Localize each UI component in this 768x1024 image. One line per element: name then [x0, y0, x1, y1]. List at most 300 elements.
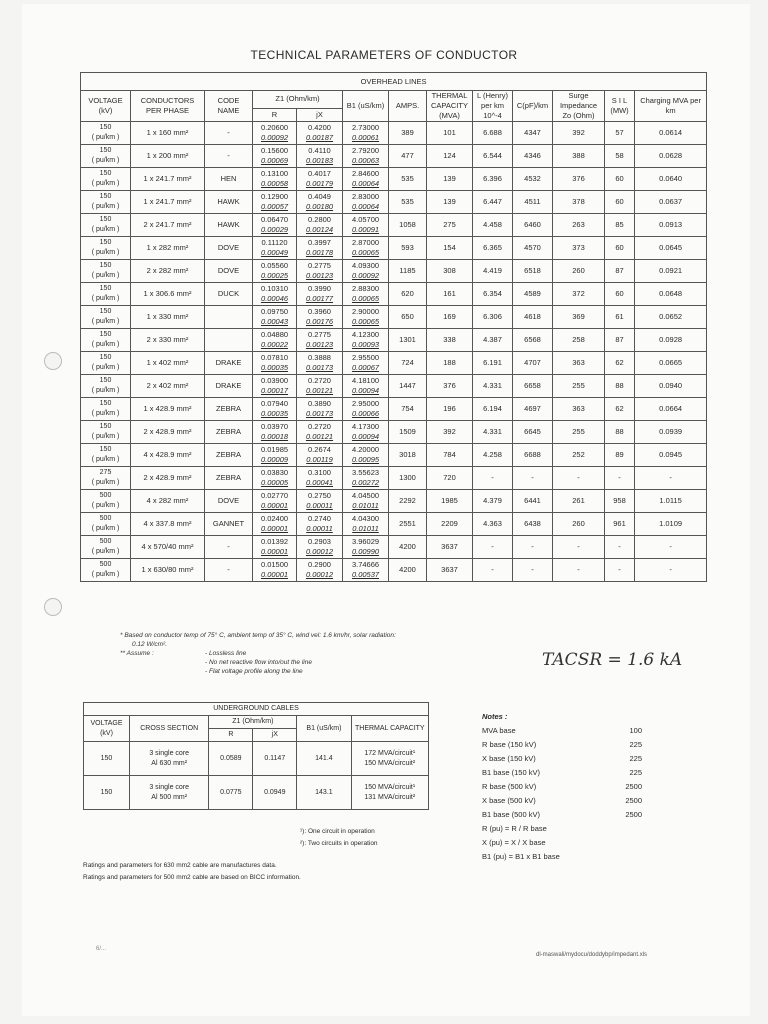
amps-cell: 1301 [389, 329, 427, 352]
jx-cell: 0.3997 0.00178 [297, 237, 343, 260]
r-cell: 0.09750 0.00043 [253, 306, 297, 329]
overhead-lines-table [80, 72, 707, 582]
table-row [84, 742, 429, 776]
code-cell: - [205, 559, 253, 582]
voltage-cell: 150 ( pu/km ) [81, 352, 131, 375]
footnote-conditions: * Based on conductor temp of 75° C, ambient temp of 35° C, wind vel: 1.6 km/hr, solar radiation: [120, 632, 396, 639]
table-row [81, 283, 707, 306]
ug-r-cell: 0.0589 [209, 742, 253, 776]
surge-cell: 255 [553, 375, 605, 398]
surge-cell: 363 [553, 398, 605, 421]
conductor-cell: 2 x 428.9 mm² [131, 467, 205, 490]
thermal-cell: 154 [427, 237, 473, 260]
note-item [482, 726, 642, 740]
jx-cell: 0.2740 0.00011 [297, 513, 343, 536]
voltage-cell: 150 ( pu/km ) [81, 260, 131, 283]
voltage-cell: 500 ( pu/km ) [81, 536, 131, 559]
conductor-cell: 1 x 241.7 mm² [131, 191, 205, 214]
thermal-cell: 308 [427, 260, 473, 283]
col-sil: S I L (MW) [605, 91, 635, 122]
note-label: B1 base (150 kV) [482, 768, 540, 777]
conductor-cell: 1 x 402 mm² [131, 352, 205, 375]
amps-cell: 1447 [389, 375, 427, 398]
charging-cell: 1.0115 [635, 490, 707, 513]
charging-cell: 0.0637 [635, 191, 707, 214]
note-item [482, 740, 642, 754]
code-cell: ZEBRA [205, 398, 253, 421]
surge-cell: 369 [553, 306, 605, 329]
thermal-cell: 3637 [427, 536, 473, 559]
c-cell: 6568 [513, 329, 553, 352]
l-cell: 4.331 [473, 421, 513, 444]
amps-cell: 2551 [389, 513, 427, 536]
r-cell: 0.20600 0.00092 [253, 122, 297, 145]
surge-cell: 378 [553, 191, 605, 214]
b1-cell: 2.90000 0.00065 [343, 306, 389, 329]
ug-col-r: R [209, 729, 253, 742]
code-cell: ZEBRA [205, 421, 253, 444]
c-cell: 6438 [513, 513, 553, 536]
ug-col-thermal: THERMAL CAPACITY [351, 716, 428, 742]
table-row [84, 776, 429, 810]
voltage-cell: 150 ( pu/km ) [81, 283, 131, 306]
col-amps: AMPS. [389, 91, 427, 122]
sil-cell: 958 [605, 490, 635, 513]
voltage-cell: 150 ( pu/km ) [81, 375, 131, 398]
ug-b1-cell: 141.4 [297, 742, 351, 776]
amps-cell: 389 [389, 122, 427, 145]
jx-cell: 0.3890 0.00173 [297, 398, 343, 421]
thermal-cell: 3637 [427, 559, 473, 582]
amps-cell: 535 [389, 168, 427, 191]
voltage-cell: 150 ( pu/km ) [81, 145, 131, 168]
sil-cell: 88 [605, 421, 635, 444]
ratings-note-2: Ratings and parameters for 500 mm2 cable are based on BICC information. [83, 874, 301, 881]
r-cell: 0.07810 0.00035 [253, 352, 297, 375]
underground-section-title: UNDERGROUND CABLES [84, 703, 429, 716]
thermal-cell: 124 [427, 145, 473, 168]
voltage-cell: 150 ( pu/km ) [81, 191, 131, 214]
amps-cell: 1300 [389, 467, 427, 490]
c-cell: 4707 [513, 352, 553, 375]
jx-cell: 0.4049 0.00180 [297, 191, 343, 214]
amps-cell: 3018 [389, 444, 427, 467]
code-cell: GANNET [205, 513, 253, 536]
jx-cell: 0.2750 0.00011 [297, 490, 343, 513]
sil-cell: 62 [605, 352, 635, 375]
charging-cell: 0.0921 [635, 260, 707, 283]
r-cell: 0.01985 0.00009 [253, 444, 297, 467]
code-cell [205, 306, 253, 329]
b1-cell: 4.12300 0.00093 [343, 329, 389, 352]
notes-title: Notes : [482, 712, 508, 721]
ug-thermal-cell: 150 MVA/circuit¹ 131 MVA/circuit² [351, 776, 428, 810]
jx-cell: 0.4200 0.00187 [297, 122, 343, 145]
jx-cell: 0.2720 0.00121 [297, 421, 343, 444]
amps-cell: 1509 [389, 421, 427, 444]
jx-cell: 0.3100 0.00041 [297, 467, 343, 490]
note-item [482, 754, 642, 768]
notes-panel [482, 712, 642, 866]
assumption-2: - No net reactive flow into/out the line [205, 659, 312, 666]
charging-cell: - [635, 536, 707, 559]
code-cell: DOVE [205, 260, 253, 283]
ug-cross-cell: 3 single core Al 500 mm² [129, 776, 208, 810]
c-cell: 6645 [513, 421, 553, 444]
jx-cell: 0.4110 0.00183 [297, 145, 343, 168]
b1-cell: 4.04500 0.01011 [343, 490, 389, 513]
voltage-cell: 150 ( pu/km ) [81, 329, 131, 352]
code-cell: - [205, 122, 253, 145]
conductor-cell: 2 x 330 mm² [131, 329, 205, 352]
assumption-3: - Flat voltage profile along the line [205, 668, 303, 675]
footnote-solar: 0.12 W/cm². [132, 641, 168, 648]
col-voltage: VOLTAGE (kV) [81, 91, 131, 122]
punch-hole [44, 352, 62, 370]
b1-cell: 3.74666 0.00537 [343, 559, 389, 582]
file-path: dl-maswali/mydocu/doddybp/impedant.xls [536, 952, 648, 958]
b1-cell: 2.84600 0.00064 [343, 168, 389, 191]
l-cell: 6.544 [473, 145, 513, 168]
sil-cell: 60 [605, 283, 635, 306]
table-row [81, 191, 707, 214]
surge-cell: 260 [553, 260, 605, 283]
code-cell: ZEBRA [205, 444, 253, 467]
page-title: TECHNICAL PARAMETERS OF CONDUCTOR [250, 48, 518, 62]
ug-voltage-cell: 150 [84, 776, 130, 810]
col-conductors: CONDUCTORS PER PHASE [131, 91, 205, 122]
ug-col-cross: CROSS SECTION [129, 716, 208, 742]
voltage-cell: 150 ( pu/km ) [81, 237, 131, 260]
thermal-cell: 169 [427, 306, 473, 329]
conductor-cell: 1 x 160 mm² [131, 122, 205, 145]
table-row [81, 122, 707, 145]
r-cell: 0.01500 0.00001 [253, 559, 297, 582]
r-cell: 0.15600 0.00069 [253, 145, 297, 168]
note-item [482, 782, 642, 796]
sil-cell: 60 [605, 191, 635, 214]
c-cell: 6658 [513, 375, 553, 398]
voltage-cell: 150 ( pu/km ) [81, 398, 131, 421]
code-cell: ZEBRA [205, 467, 253, 490]
surge-cell: 376 [553, 168, 605, 191]
b1-cell: 2.73000 0.00061 [343, 122, 389, 145]
l-cell: 4.387 [473, 329, 513, 352]
ug-footnote-1: ¹): One circuit in operation [300, 828, 375, 835]
b1-cell: 2.95000 0.00066 [343, 398, 389, 421]
l-cell: 4.331 [473, 375, 513, 398]
amps-cell: 4200 [389, 536, 427, 559]
l-cell: 4.379 [473, 490, 513, 513]
col-r: R [253, 108, 297, 121]
conductor-cell: 2 x 282 mm² [131, 260, 205, 283]
table-row [81, 375, 707, 398]
jx-cell: 0.2903 0.00012 [297, 536, 343, 559]
col-charging: Charging MVA per km [635, 91, 707, 122]
ug-col-voltage: VOLTAGE (kV) [84, 716, 130, 742]
amps-cell: 754 [389, 398, 427, 421]
charging-cell: 0.0939 [635, 421, 707, 444]
sil-cell: 60 [605, 237, 635, 260]
amps-cell: 650 [389, 306, 427, 329]
b1-cell: 4.18100 0.00094 [343, 375, 389, 398]
conductor-cell: 1 x 241.7 mm² [131, 168, 205, 191]
r-cell: 0.03900 0.00017 [253, 375, 297, 398]
conductor-cell: 1 x 200 mm² [131, 145, 205, 168]
sil-cell: 87 [605, 329, 635, 352]
overhead-section-title: OVERHEAD LINES [81, 73, 707, 91]
b1-cell: 4.17300 0.00094 [343, 421, 389, 444]
surge-cell: 372 [553, 283, 605, 306]
l-cell: 4.258 [473, 444, 513, 467]
amps-cell: 620 [389, 283, 427, 306]
c-cell: 6441 [513, 490, 553, 513]
ratings-note-1: Ratings and parameters for 630 mm2 cable are manufactures data. [83, 862, 277, 869]
b1-cell: 2.88300 0.00065 [343, 283, 389, 306]
amps-cell: 593 [389, 237, 427, 260]
charging-cell: 0.0614 [635, 122, 707, 145]
voltage-cell: 275 ( pu/km ) [81, 467, 131, 490]
c-cell: 4570 [513, 237, 553, 260]
note-item [482, 796, 642, 810]
c-cell: - [513, 559, 553, 582]
code-cell: DOVE [205, 237, 253, 260]
conductor-cell: 1 x 630/80 mm² [131, 559, 205, 582]
voltage-cell: 500 ( pu/km ) [81, 559, 131, 582]
table-row [81, 559, 707, 582]
conductor-cell: 1 x 428.9 mm² [131, 398, 205, 421]
conductor-cell: 1 x 282 mm² [131, 237, 205, 260]
jx-cell: 0.2800 0.00124 [297, 214, 343, 237]
charging-cell: 0.0640 [635, 168, 707, 191]
amps-cell: 724 [389, 352, 427, 375]
table-row [81, 352, 707, 375]
page-number: 6/... [96, 946, 107, 952]
b1-cell: 4.09300 0.00092 [343, 260, 389, 283]
ug-jx-cell: 0.0949 [253, 776, 297, 810]
note-value: 100 [629, 726, 642, 735]
table-row [81, 513, 707, 536]
r-cell: 0.01392 0.00001 [253, 536, 297, 559]
surge-cell: 373 [553, 237, 605, 260]
sil-cell: - [605, 467, 635, 490]
ug-b1-cell: 143.1 [297, 776, 351, 810]
surge-cell: 363 [553, 352, 605, 375]
l-cell: - [473, 559, 513, 582]
surge-cell: 392 [553, 122, 605, 145]
r-cell: 0.02400 0.00001 [253, 513, 297, 536]
sil-cell: 57 [605, 122, 635, 145]
c-cell: 4347 [513, 122, 553, 145]
surge-cell: 258 [553, 329, 605, 352]
amps-cell: 2292 [389, 490, 427, 513]
note-value: 2500 [625, 810, 642, 819]
surge-cell: 260 [553, 513, 605, 536]
b1-cell: 2.87000 0.00065 [343, 237, 389, 260]
r-cell: 0.03970 0.00018 [253, 421, 297, 444]
voltage-cell: 150 ( pu/km ) [81, 421, 131, 444]
ug-col-jx: jX [253, 729, 297, 742]
l-cell: 6.447 [473, 191, 513, 214]
r-cell: 0.11120 0.00049 [253, 237, 297, 260]
note-value: 2500 [625, 782, 642, 791]
charging-cell: 0.0665 [635, 352, 707, 375]
note-item [482, 838, 642, 852]
conductor-cell: 2 x 402 mm² [131, 375, 205, 398]
b1-cell: 3.55623 0.00272 [343, 467, 389, 490]
c-cell: 6688 [513, 444, 553, 467]
b1-cell: 2.79200 0.00063 [343, 145, 389, 168]
l-cell: 6.194 [473, 398, 513, 421]
b1-cell: 4.20000 0.00095 [343, 444, 389, 467]
sil-cell: 89 [605, 444, 635, 467]
conductor-cell: 4 x 337.8 mm² [131, 513, 205, 536]
l-cell: 4.458 [473, 214, 513, 237]
handwritten-note: TACSR = 1.6 kA [542, 650, 683, 670]
conductor-cell: 2 x 428.9 mm² [131, 421, 205, 444]
table-row [81, 536, 707, 559]
footnote-assume: ** Assume : [120, 650, 154, 657]
ug-col-z1: Z1 (Ohm/km) [209, 716, 297, 729]
sil-cell: 62 [605, 398, 635, 421]
charging-cell: 0.0628 [635, 145, 707, 168]
surge-cell: - [553, 467, 605, 490]
amps-cell: 1058 [389, 214, 427, 237]
b1-cell: 3.96029 0.00990 [343, 536, 389, 559]
note-label: R (pu) = R / R base [482, 824, 547, 833]
thermal-cell: 161 [427, 283, 473, 306]
l-cell: 4.419 [473, 260, 513, 283]
r-cell: 0.05560 0.00025 [253, 260, 297, 283]
thermal-cell: 2209 [427, 513, 473, 536]
conductor-cell: 1 x 306.6 mm² [131, 283, 205, 306]
table-row [81, 329, 707, 352]
sil-cell: 58 [605, 145, 635, 168]
surge-cell: 255 [553, 421, 605, 444]
b1-cell: 4.04300 0.01011 [343, 513, 389, 536]
thermal-cell: 101 [427, 122, 473, 145]
l-cell: 4.363 [473, 513, 513, 536]
charging-cell: 0.0645 [635, 237, 707, 260]
charging-cell: 0.0664 [635, 398, 707, 421]
charging-cell: - [635, 467, 707, 490]
voltage-cell: 150 ( pu/km ) [81, 122, 131, 145]
note-label: MVA base [482, 726, 516, 735]
c-cell: 4346 [513, 145, 553, 168]
note-item [482, 768, 642, 782]
punch-hole [44, 598, 62, 616]
sil-cell: 61 [605, 306, 635, 329]
code-cell: DRAKE [205, 375, 253, 398]
l-cell: 6.306 [473, 306, 513, 329]
l-cell: 6.354 [473, 283, 513, 306]
thermal-cell: 196 [427, 398, 473, 421]
note-label: X base (150 kV) [482, 754, 536, 763]
voltage-cell: 500 ( pu/km ) [81, 490, 131, 513]
r-cell: 0.06470 0.00029 [253, 214, 297, 237]
table-row [81, 306, 707, 329]
r-cell: 0.02770 0.00001 [253, 490, 297, 513]
r-cell: 0.04880 0.00022 [253, 329, 297, 352]
thermal-cell: 392 [427, 421, 473, 444]
l-cell: - [473, 467, 513, 490]
thermal-cell: 376 [427, 375, 473, 398]
table-row [81, 421, 707, 444]
note-label: B1 base (500 kV) [482, 810, 540, 819]
surge-cell: - [553, 559, 605, 582]
c-cell: 4618 [513, 306, 553, 329]
r-cell: 0.10310 0.00046 [253, 283, 297, 306]
jx-cell: 0.2775 0.00123 [297, 329, 343, 352]
note-item [482, 852, 642, 866]
ug-jx-cell: 0.1147 [253, 742, 297, 776]
charging-cell: 0.0928 [635, 329, 707, 352]
charging-cell: 1.0109 [635, 513, 707, 536]
conductor-cell: 2 x 241.7 mm² [131, 214, 205, 237]
sil-cell: 85 [605, 214, 635, 237]
thermal-cell: 338 [427, 329, 473, 352]
l-cell: 6.191 [473, 352, 513, 375]
surge-cell: 261 [553, 490, 605, 513]
jx-cell: 0.3990 0.00177 [297, 283, 343, 306]
note-item [482, 824, 642, 838]
ug-footnote-2: ²): Two circuits in operation [300, 840, 378, 847]
thermal-cell: 139 [427, 191, 473, 214]
sil-cell: - [605, 559, 635, 582]
code-cell: - [205, 536, 253, 559]
thermal-cell: 1985 [427, 490, 473, 513]
assumption-1: - Lossless line [205, 650, 247, 657]
table-row [81, 214, 707, 237]
code-cell: - [205, 145, 253, 168]
note-label: X base (500 kV) [482, 796, 536, 805]
charging-cell: 0.0940 [635, 375, 707, 398]
surge-cell: 263 [553, 214, 605, 237]
sil-cell: - [605, 536, 635, 559]
jx-cell: 0.3888 0.00173 [297, 352, 343, 375]
note-label: B1 (pu) = B1 x B1 base [482, 852, 560, 861]
amps-cell: 4200 [389, 559, 427, 582]
table-row [81, 145, 707, 168]
l-cell: 6.396 [473, 168, 513, 191]
col-c: C(pF)/km [513, 91, 553, 122]
conductor-cell: 1 x 330 mm² [131, 306, 205, 329]
l-cell: 6.365 [473, 237, 513, 260]
charging-cell: 0.0648 [635, 283, 707, 306]
charging-cell: - [635, 559, 707, 582]
table-row [81, 490, 707, 513]
amps-cell: 1185 [389, 260, 427, 283]
note-label: R base (150 kV) [482, 740, 537, 749]
charging-cell: 0.0945 [635, 444, 707, 467]
note-value: 225 [629, 740, 642, 749]
note-value: 225 [629, 768, 642, 777]
voltage-cell: 500 ( pu/km ) [81, 513, 131, 536]
jx-cell: 0.4017 0.00179 [297, 168, 343, 191]
code-cell: DUCK [205, 283, 253, 306]
note-label: X (pu) = X / X base [482, 838, 546, 847]
code-cell: DOVE [205, 490, 253, 513]
c-cell: 4511 [513, 191, 553, 214]
table-row [81, 237, 707, 260]
l-cell: - [473, 536, 513, 559]
conductor-cell: 4 x 428.9 mm² [131, 444, 205, 467]
ug-col-b1: B1 (uS/km) [297, 716, 351, 742]
c-cell: - [513, 536, 553, 559]
col-surge: Surge Impedance Zo (Ohm) [553, 91, 605, 122]
note-item [482, 810, 642, 824]
voltage-cell: 150 ( pu/km ) [81, 444, 131, 467]
